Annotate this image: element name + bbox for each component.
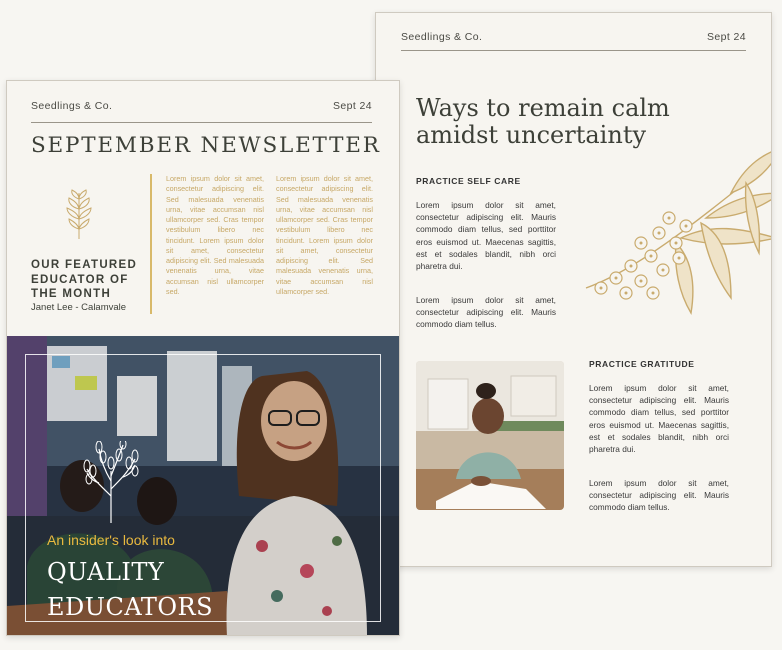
hero-headline-1: QUALITY — [47, 558, 165, 586]
body-column-2: Lorem ipsum dolor sit amet, consectetur adipiscing elit. Sed malesuada venenatis urna, vitae accumsan nisl ullamcorper sed. Cras tempor vestibulum libero nec tincidunt. Lorem ipsum dolor sit amet, consectetur adipiscing elit. Sed malesuada venenatis urna, vitae accumsan nisl ullamcorper sed. — [276, 174, 373, 296]
hero-kicker: An insider's look into — [47, 532, 175, 548]
issue-date: Sept 24 — [707, 31, 746, 43]
article-title-line-2: amidst uncertainty — [416, 121, 647, 149]
article-title-line-1: Ways to remain calm — [416, 94, 670, 122]
newsletter-title: SEPTEMBER NEWSLETTER — [31, 133, 381, 158]
floral-branch-icon — [581, 138, 772, 318]
featured-educator-name: Janet Lee - Calamvale — [31, 302, 127, 313]
gold-divider — [150, 174, 152, 314]
newsletter-back-page — [375, 12, 772, 567]
tree-icon — [79, 441, 143, 523]
gratitude-paragraph-2: Lorem ipsum dolor sit amet, consectetur adipiscing elit. Mauris commodo diam tellus. — [589, 478, 729, 513]
leaf-sprig-icon — [63, 189, 95, 241]
self-care-paragraph-1: Lorem ipsum dolor sit amet, consectetur adipiscing elit. Mauris commodo diam tellus, sed porttitor eros euismod ut. Maecenas sagittis, est et sodales blandit, nibh orci pharetra dui. — [416, 200, 556, 272]
featured-educator-heading — [31, 258, 141, 302]
brand-name: Seedlings & Co. — [31, 100, 113, 112]
brand-name: Seedlings & Co. — [401, 31, 483, 43]
educator-classroom-photo — [7, 336, 400, 636]
body-column-1: Lorem ipsum dolor sit amet, consectetur adipiscing elit. Sed malesuada venenatis urna, vitae accumsan nisl ullamcorper sed. Cras tempor vestibulum libero nec tincidunt. Lorem ipsum dolor sit amet, consectetur adipiscing elit. Sed malesuada venenatis urna, vitae accumsan nisl ullamcorper sed. — [166, 174, 264, 296]
featured-line-1: OUR FEATURED — [31, 259, 138, 271]
featured-line-2: EDUCATOR OF — [31, 273, 129, 286]
section-heading-gratitude: PRACTICE GRATITUDE — [589, 359, 695, 369]
header-divider — [401, 50, 746, 51]
header-divider — [31, 122, 372, 123]
featured-line-3: THE MONTH — [31, 288, 112, 300]
newsletter-front-page — [6, 80, 400, 636]
gratitude-paragraph-1: Lorem ipsum dolor sit amet, consectetur adipiscing elit. Mauris commodo diam tellus, sed porttitor eros euismod ut. Maecenas sagittis, est et sodales blandit, nibh orci pharetra dui. — [589, 383, 729, 455]
issue-date: Sept 24 — [333, 100, 372, 112]
section-heading-self-care: PRACTICE SELF CARE — [416, 176, 521, 186]
self-care-paragraph-2: Lorem ipsum dolor sit amet, consectetur adipiscing elit. Mauris commodo diam tellus. — [416, 295, 556, 330]
hero-headline-2: EDUCATORS — [47, 593, 214, 621]
boy-writing-photo — [416, 361, 564, 510]
